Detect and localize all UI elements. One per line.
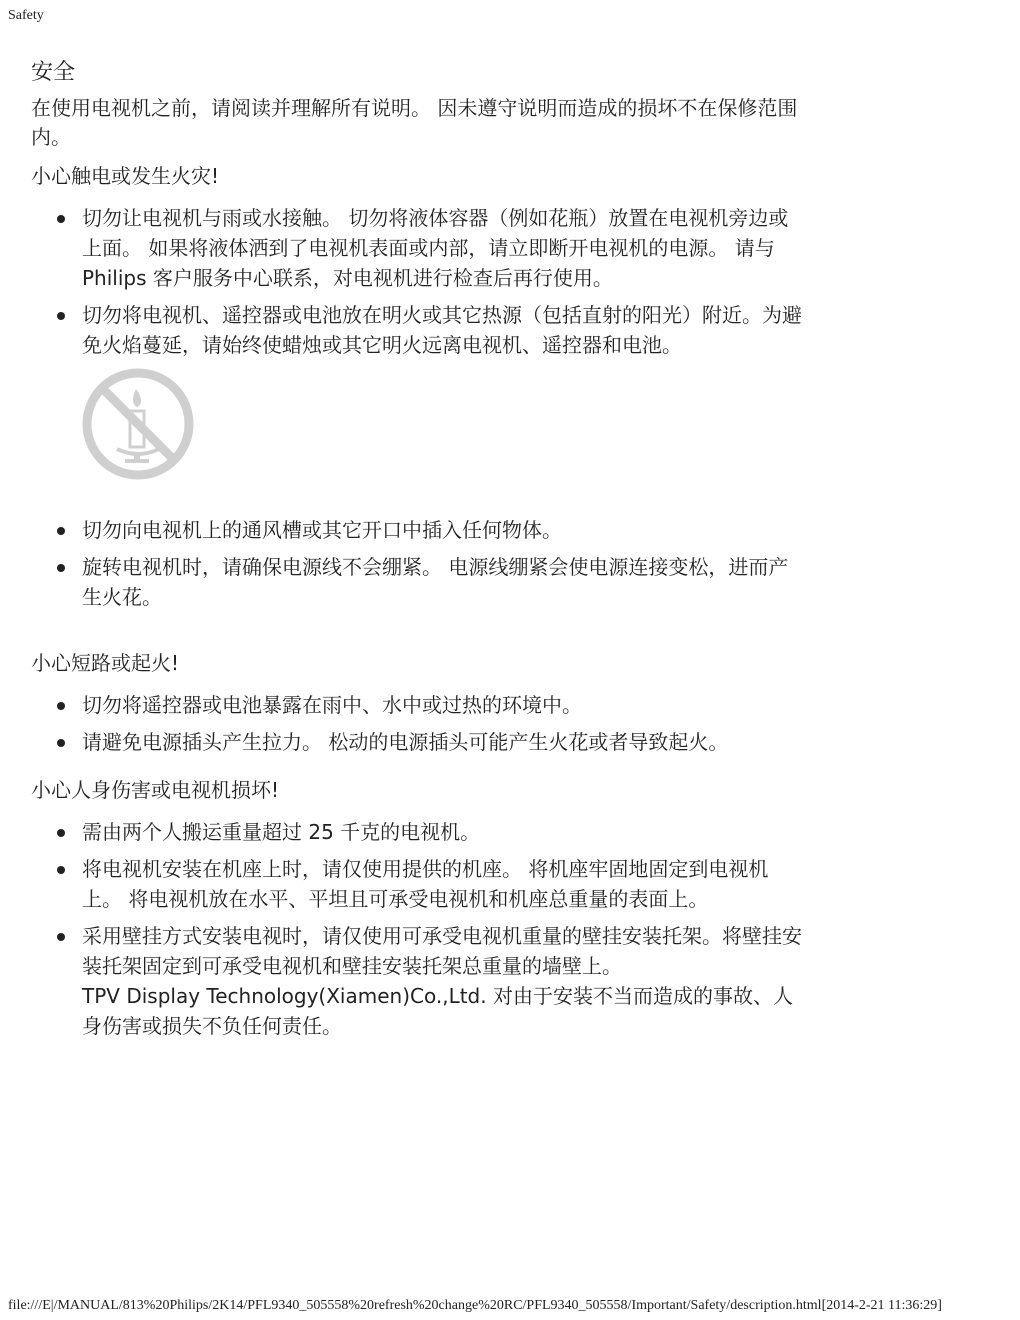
bullet-icon (57, 739, 65, 747)
list-item-text: 切勿将遥控器或电池暴露在雨中、水中或过热的环境中。 (82, 693, 582, 717)
list-item-text: 将电视机安装在机座上时，请仅使用提供的机座。 将机座牢固地固定到电视机上。 将电视机放在水平、平坦且可承受电视机和机座总重量的表面上。 (82, 857, 769, 911)
list-item-text: 切勿将电视机、遥控器或电池放在明火或其它热源（包括直射的阳光）附近。为避免火焰蔓延，请始终使蜡烛或其它明火远离电视机、遥控器和电池。 (82, 303, 802, 357)
list-item-text: 采用壁挂方式安装电视时，请仅使用可承受电视机重量的壁挂安装托架。将壁挂安装托架固定到可承受电视机和壁挂安装托架总重量的墙壁上。 (82, 924, 802, 978)
bullet-list-fire-shock-continued (31, 515, 821, 612)
list-item (31, 817, 802, 847)
main-content (31, 58, 821, 1048)
bullet-list-injury-damage (31, 817, 821, 1041)
no-candle-warning-icon (81, 367, 195, 481)
list-item (31, 727, 802, 757)
bullet-list-short-circuit (31, 690, 821, 757)
list-item (31, 300, 802, 360)
bullet-icon (57, 829, 65, 837)
list-item-text: 旋转电视机时，请确保电源线不会绷紧。 电源线绷紧会使电源连接变松，进而产生火花。 (82, 555, 789, 609)
list-item (31, 515, 802, 545)
bullet-icon (57, 933, 65, 941)
print-footer-url: file:///E|/MANUAL/813%20Philips/2K14/PFL9340_505558%20refresh%20change%20RC/PFL9340_505558/Important/Safety/description.html[2014-2-21 11:36:29] (8, 1298, 942, 1313)
list-item (31, 552, 802, 612)
bullet-list-fire-shock (31, 203, 821, 360)
disclaimer-text: TPV Display Technology(Xiamen)Co.,Ltd. 对由于安装不当而造成的事故、人身伤害或损失不负任何责任。 (82, 984, 793, 1038)
bullet-icon (57, 215, 65, 223)
bullet-icon (57, 564, 65, 572)
bullet-icon (57, 702, 65, 710)
list-item (31, 854, 802, 914)
bullet-icon (57, 312, 65, 320)
list-item (31, 690, 802, 720)
intro-paragraph: 在使用电视机之前，请阅读并理解所有说明。 因未遵守说明而造成的损坏不在保修范围内。 (31, 96, 798, 149)
list-item-text: 切勿让电视机与雨或水接触。 切勿将液体容器（例如花瓶）放置在电视机旁边或上面。 如果将液体洒到了电视机表面或内部，请立即断开电视机的电源。 请与Philips 客户服务中心联系，对电视机进行检查后再行使用。 (82, 206, 789, 290)
page-title: 安全 (31, 60, 76, 85)
list-item-text: 切勿向电视机上的通风槽或其它开口中插入任何物体。 (82, 518, 562, 542)
list-item-text: 请避免电源插头产生拉力。 松动的电源插头可能产生火花或者导致起火。 (82, 730, 729, 754)
bullet-icon (57, 527, 65, 535)
section-heading-short-circuit: 小心短路或起火! (31, 651, 180, 675)
list-item (31, 203, 802, 293)
list-item (31, 921, 802, 1041)
list-item-text: 需由两个人搬运重量超过 25 千克的电视机。 (82, 820, 481, 844)
section-heading-injury-damage: 小心人身伤害或电视机损坏! (31, 778, 280, 802)
print-header-label: Safety (8, 8, 44, 23)
section-heading-fire-shock: 小心触电或发生火灾! (31, 164, 220, 188)
bullet-icon (57, 866, 65, 874)
